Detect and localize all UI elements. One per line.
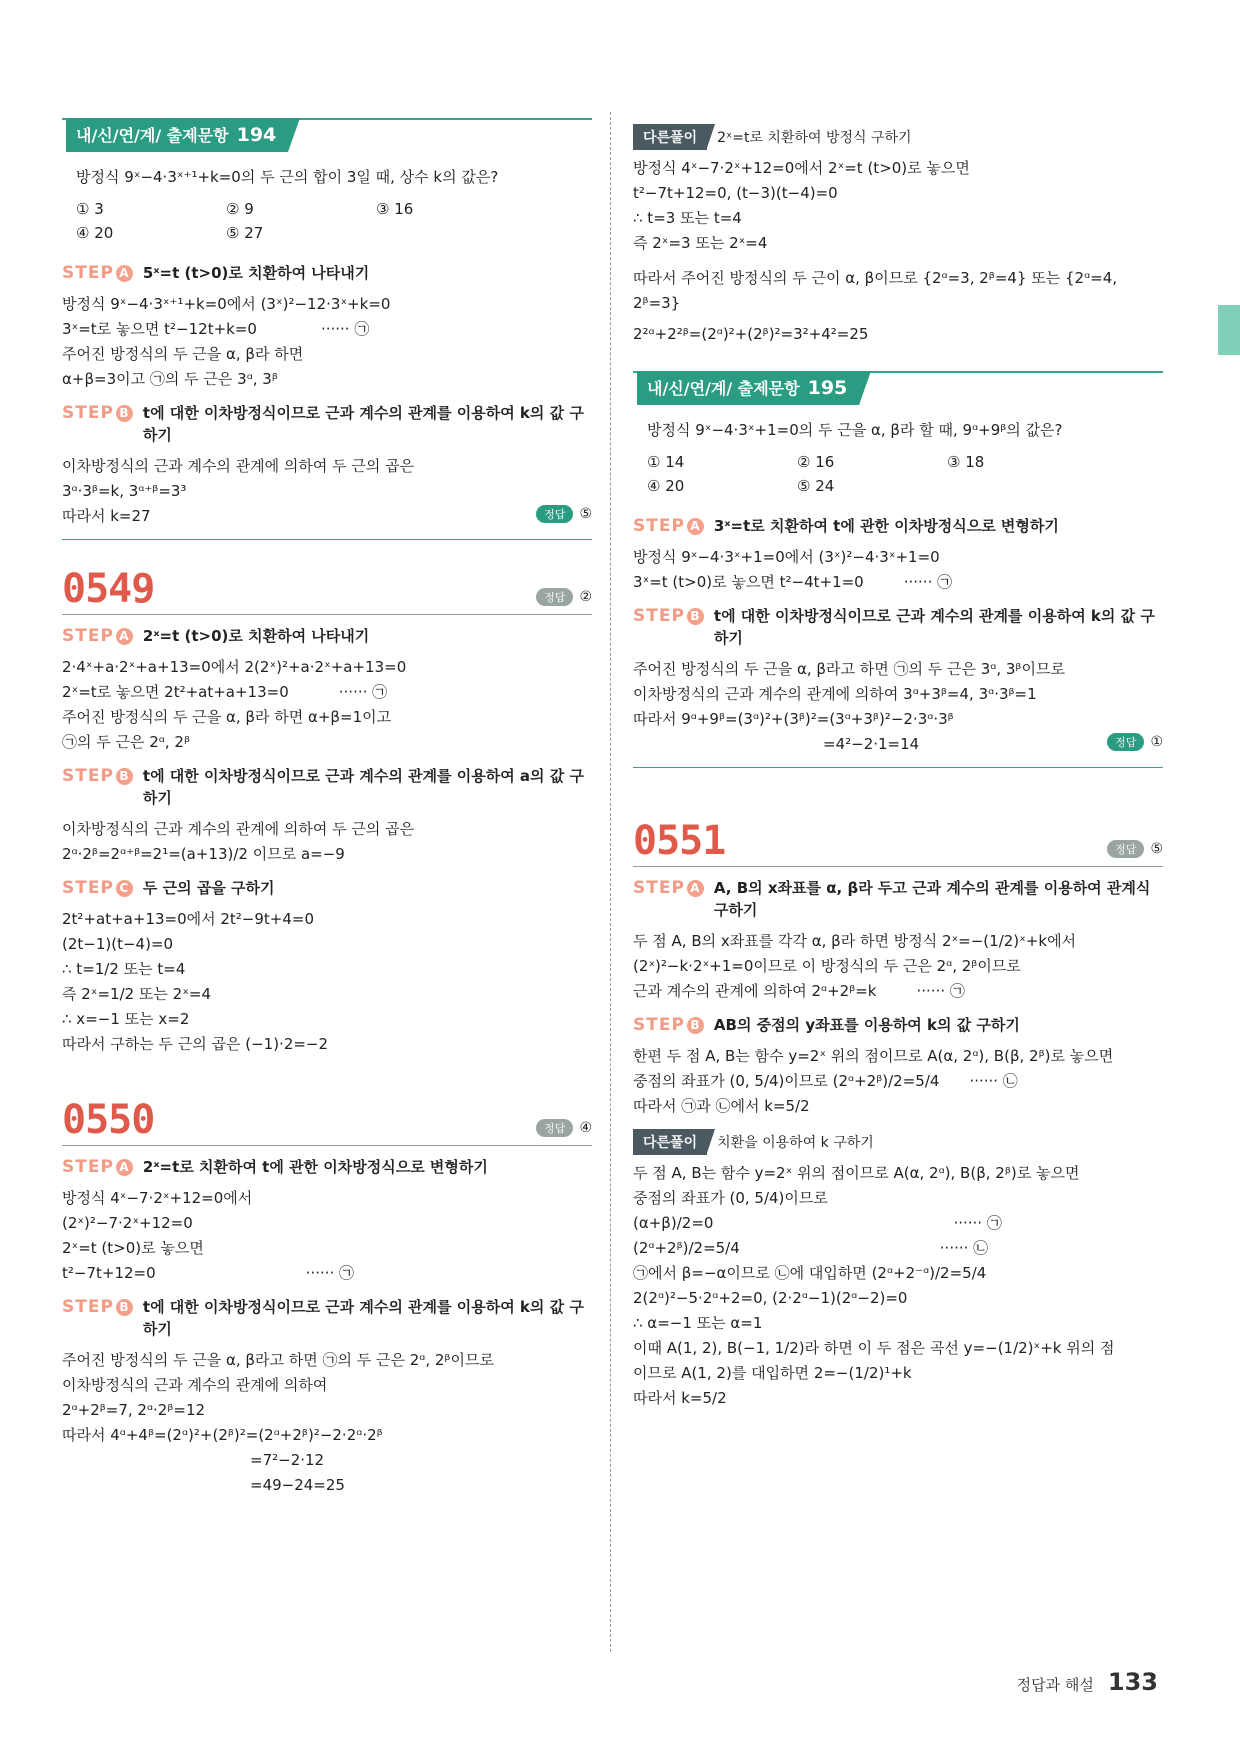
step-label: STEP A: [62, 262, 133, 284]
solution-line: 근과 계수의 관계에 의하여 2ᵅ+2ᵝ=k ······ ㉠: [633, 982, 965, 1000]
step-b: [62, 1296, 592, 1340]
solution-line: t²−7t+12=0 ······ ㉠: [62, 1264, 355, 1282]
column-divider: [610, 112, 611, 1652]
step-a: [633, 515, 1163, 537]
answer-badge: 정답: [1107, 733, 1144, 751]
solution-line: 이차방정식의 근과 계수의 관계에 의하여: [62, 1376, 328, 1394]
problem-194-choices: [76, 198, 592, 244]
choice: ③ 18: [947, 453, 985, 471]
step-title: 3ˣ=t로 치환하여 t에 관한 이차방정식으로 변형하기: [713, 517, 1059, 535]
step-a: [633, 877, 1163, 921]
solution-line: 따라서 구하는 두 근의 곱은 (−1)·2=−2: [62, 1035, 329, 1053]
problem-194-question: 방정식 9ˣ−4·3ˣ⁺¹+k=0의 두 근의 합이 3일 때, 상수 k의 값은?: [76, 168, 499, 186]
section-0550-header: [62, 1097, 592, 1146]
step-title: 2ˣ=t (t>0)로 치환하여 나타내기: [142, 627, 370, 645]
step-label: STEP B: [633, 1014, 704, 1036]
problem-194-header: [62, 118, 592, 156]
answer-value: ⑤: [1150, 841, 1163, 857]
page-number: 133: [1107, 1668, 1158, 1696]
step-title: 두 근의 곱을 구하기: [142, 879, 275, 897]
solution-line: 주어진 방정식의 두 근을 α, β라 하면 α+β=1이고: [62, 708, 392, 726]
answer-row: [536, 1119, 592, 1137]
equation-mark: ······ ㉡: [939, 1239, 989, 1257]
solution-line: 한편 두 점 A, B는 함수 y=2ˣ 위의 점이므로 A(α, 2ᵅ), B(β, 2ᵝ)로 놓으면: [633, 1047, 1114, 1065]
step-b: [633, 1014, 1163, 1036]
right-column: [633, 118, 1163, 1411]
solution-line: (2ˣ)²−7·2ˣ+12=0: [62, 1214, 193, 1232]
solution-line: 따라서 9ᵅ+9ᵝ=(3ᵅ)²+(3ᵝ)²=(3ᵅ+3ᵝ)²−2·3ᵅ·3ᵝ: [633, 710, 954, 728]
alt-solution-title: 2ˣ=t로 치환하여 방정식 구하기: [717, 130, 912, 146]
page-footer: [1017, 1668, 1158, 1696]
solution-line: 2ˣ=t로 놓으면 2t²+at+a+13=0 ······ ㉠: [62, 683, 388, 701]
step-label: STEP C: [62, 877, 133, 899]
step-label: STEP B: [633, 605, 704, 627]
solution-line: ∴ x=−1 또는 x=2: [62, 1010, 190, 1028]
step-label: STEP B: [62, 1296, 133, 1318]
separator: [633, 767, 1163, 768]
solution-line: 이차방정식의 근과 계수의 관계에 의하여 3ᵅ+3ᵝ=4, 3ᵅ·3ᵝ=1: [633, 685, 1037, 703]
answer-row: [536, 588, 592, 606]
solution-line: 방정식 4ˣ−7·2ˣ+12=0에서: [62, 1189, 253, 1207]
equation-mark: ······ ㉡: [969, 1072, 1018, 1090]
step-b: [62, 402, 592, 446]
alt-solution-title: 치환을 이용하여 k 구하기: [717, 1135, 874, 1151]
solution-line: 즉 2ˣ=1/2 또는 2ˣ=4: [62, 985, 211, 1003]
alt-solution-header: [633, 124, 1163, 150]
choice: ① 14: [647, 453, 685, 471]
section-number: 0551: [633, 818, 726, 864]
solution-line: 2ᵅ·2ᵝ=2ᵅ⁺ᵝ=2¹=(a+13)/2 이므로 a=−9: [62, 845, 345, 863]
choice: ⑤ 24: [797, 477, 835, 495]
solution-line: 두 점 A, B의 x좌표를 각각 α, β라 하면 방정식 2ˣ=−(1/2)ˣ+k에서: [633, 932, 1077, 950]
solution-line: 2(2ᵅ)²−5·2ᵅ+2=0, (2·2ᵅ−1)(2ᵅ−2)=0: [633, 1289, 908, 1307]
footer-label: 정답과 해설: [1016, 1676, 1094, 1694]
solution-line: 방정식 4ˣ−7·2ˣ+12=0에서 2ˣ=t (t>0)로 놓으면: [633, 159, 970, 177]
alt-solution-tag: 다른풀이: [633, 124, 707, 150]
solution-line: (2ᵅ+2ᵝ)/2=5/4 ······ ㉡: [633, 1239, 989, 1257]
step-b: [633, 605, 1163, 649]
solution-line: ∴ t=1/2 또는 t=4: [62, 960, 186, 978]
problem-number: 195: [807, 377, 848, 399]
equation-mark: ······ ㉠: [320, 320, 370, 338]
solution-line: 중점의 좌표가 (0, 5/4)이므로: [633, 1189, 828, 1207]
solution-line: 중점의 좌표가 (0, 5/4)이므로 (2ᵅ+2ᵝ)/2=5/4 ······ ㉡: [633, 1072, 1018, 1090]
step-label: STEP A: [633, 515, 704, 537]
section-number: 0549: [62, 566, 155, 612]
side-tab: [1218, 305, 1240, 355]
section-0551-header: [633, 818, 1163, 867]
step-a: [62, 262, 592, 284]
solution-line: 따라서 주어진 방정식의 두 근이 α, β이므로 {2ᵅ=3, 2ᵝ=4} 또는 {2ᵅ=4, 2ᵝ=3}: [633, 269, 1118, 312]
solution-line: 2ˣ=t (t>0)로 놓으면: [62, 1239, 204, 1257]
step-title: t에 대한 이차방정식이므로 근과 계수의 관계를 이용하여 k의 값 구하기: [142, 404, 584, 444]
solution-line: 방정식 9ˣ−4·3ˣ+1=0에서 (3ˣ)²−4·3ˣ+1=0: [633, 548, 940, 566]
step-title: 2ˣ=t로 치환하여 t에 관한 이차방정식으로 변형하기: [142, 1158, 488, 1176]
equation-mark: ······ ㉠: [903, 573, 953, 591]
solution-line: 3ˣ=t로 놓으면 t²−12t+k=0 ······ ㉠: [62, 320, 370, 338]
section-0549-header: [62, 566, 592, 615]
step-label: STEP A: [62, 1156, 133, 1178]
choice: ④ 20: [647, 477, 685, 495]
answer-value: ⑤: [579, 506, 592, 522]
solution-line: ㉠의 두 근은 2ᵅ, 2ᵝ: [62, 733, 190, 751]
answer-badge: 정답: [536, 505, 573, 523]
step-c: [62, 877, 592, 899]
solution-line: 2t²+at+a+13=0에서 2t²−9t+4=0: [62, 910, 315, 928]
step-title: 5ˣ=t (t>0)로 치환하여 나타내기: [142, 264, 370, 282]
step-label: STEP B: [62, 765, 133, 787]
answer-row: [1107, 840, 1163, 858]
solution-line: =49−24=25: [250, 1476, 345, 1494]
solution-line: 따라서 4ᵅ+4ᵝ=(2ᵅ)²+(2ᵝ)²=(2ᵅ+2ᵝ)²−2·2ᵅ·2ᵝ: [62, 1426, 383, 1444]
step-title: AB의 중점의 y좌표를 이용하여 k의 값 구하기: [713, 1016, 1020, 1034]
solution-line: 주어진 방정식의 두 근을 α, β라 하면: [62, 345, 304, 363]
step-a: [62, 1156, 592, 1178]
solution-line: 이므로 A(1, 2)를 대입하면 2=−(1/2)¹+k: [633, 1364, 912, 1382]
solution-line: 2²ᵅ+2²ᵝ=(2ᵅ)²+(2ᵝ)²=3²+4²=25: [633, 325, 869, 343]
step-a: [62, 625, 592, 647]
solution-line: 2·4ˣ+a·2ˣ+a+13=0에서 2(2ˣ)²+a·2ˣ+a+13=0: [62, 658, 407, 676]
alt-solution-tag: 다른풀이: [633, 1129, 707, 1155]
choice: ② 16: [797, 453, 835, 471]
step-title: t에 대한 이차방정식이므로 근과 계수의 관계를 이용하여 k의 값 구하기: [713, 607, 1155, 647]
equation-mark: ······ ㉠: [916, 982, 965, 1000]
solution-line: 두 점 A, B는 함수 y=2ˣ 위의 점이므로 A(α, 2ᵅ), B(β, 2ᵝ)로 놓으면: [633, 1164, 1080, 1182]
problem-number: 194: [236, 124, 277, 146]
solution-line: 따라서 k=5/2: [633, 1389, 727, 1407]
solution-line: ㉠에서 β=−α이므로 ㉡에 대입하면 (2ᵅ+2⁻ᵅ)/2=5/4: [633, 1264, 987, 1282]
solution-line: =7²−2·12: [250, 1451, 325, 1469]
answer-value: ①: [1150, 734, 1163, 750]
problem-tag: 내/신/연/계/ 출제문항 195: [637, 371, 859, 405]
choice: ① 3: [76, 200, 104, 218]
solution-line: 방정식 9ˣ−4·3ˣ⁺¹+k=0에서 (3ˣ)²−12·3ˣ+k=0: [62, 295, 391, 313]
problem-195-header: [633, 371, 1163, 409]
solution-line: 3ˣ=t (t>0)로 놓으면 t²−4t+1=0 ······ ㉠: [633, 573, 953, 591]
step-label: STEP B: [62, 402, 133, 424]
step-title: t에 대한 이차방정식이므로 근과 계수의 관계를 이용하여 k의 값 구하기: [142, 1298, 584, 1338]
equation-mark: ······ ㉠: [338, 683, 388, 701]
step-title: t에 대한 이차방정식이므로 근과 계수의 관계를 이용하여 a의 값 구하기: [142, 767, 584, 807]
solution-line: (2t−1)(t−4)=0: [62, 935, 174, 953]
answer-badge: 정답: [1107, 840, 1144, 858]
solution-line: ∴ t=3 또는 t=4: [633, 209, 742, 227]
choice: ③ 16: [376, 200, 414, 218]
solution-line: 이차방정식의 근과 계수의 관계에 의하여 두 근의 곱은: [62, 820, 415, 838]
solution-line: 2ᵅ+2ᵝ=7, 2ᵅ·2ᵝ=12: [62, 1401, 206, 1419]
answer-value: ④: [579, 1120, 592, 1136]
solution-line: 3ᵅ·3ᵝ=k, 3ᵅ⁺ᵝ=3³: [62, 482, 187, 500]
problem-tag: 내/신/연/계/ 출제문항 194: [66, 118, 288, 152]
solution-line: 주어진 방정식의 두 근을 α, β라고 하면 ㉠의 두 근은 3ᵅ, 3ᵝ이므로: [633, 660, 1065, 678]
solution-line: 주어진 방정식의 두 근을 α, β라고 하면 ㉠의 두 근은 2ᵅ, 2ᵝ이므로: [62, 1351, 494, 1369]
solution-line: 즉 2ˣ=3 또는 2ˣ=4: [633, 234, 768, 252]
choice: ⑤ 27: [226, 224, 264, 242]
choice: ④ 20: [76, 224, 114, 242]
solution-line: (2ˣ)²−k·2ˣ+1=0이므로 이 방정식의 두 근은 2ᵅ, 2ᵝ이므로: [633, 957, 1021, 975]
solution-line: 따라서 k=27: [62, 507, 151, 525]
solution-line: α+β=3이고 ㉠의 두 근은 3ᵅ, 3ᵝ: [62, 370, 278, 388]
solution-line: t²−7t+12=0, (t−3)(t−4)=0: [633, 184, 838, 202]
solution-line: 이때 A(1, 2), B(−1, 1/2)라 하면 이 두 점은 곡선 y=−(1/2)ˣ+k 위의 점: [633, 1339, 1115, 1357]
step-b: [62, 765, 592, 809]
problem-195-question: 방정식 9ˣ−4·3ˣ+1=0의 두 근을 α, β라 할 때, 9ᵅ+9ᵝ의 값은?: [647, 421, 1063, 439]
choice: ② 9: [226, 200, 254, 218]
solution-line: (α+β)/2=0 ······ ㉠: [633, 1214, 1002, 1232]
step-title: A, B의 x좌표를 α, β라 두고 근과 계수의 관계를 이용하여 관계식 구하기: [713, 879, 1151, 919]
answer-badge: 정답: [536, 588, 573, 606]
step-label: STEP A: [62, 625, 133, 647]
solution-line: =4²−2·1=14: [823, 735, 920, 753]
problem-195-choices: [647, 451, 1163, 497]
separator: [62, 539, 592, 540]
answer-value: ②: [579, 589, 592, 605]
equation-mark: ······ ㉠: [953, 1214, 1002, 1232]
solution-line: ∴ α=−1 또는 α=1: [633, 1314, 763, 1332]
alt-solution-header: [633, 1129, 1163, 1155]
step-label: STEP A: [633, 877, 704, 899]
solution-line: 이차방정식의 근과 계수의 관계에 의하여 두 근의 곱은: [62, 457, 415, 475]
section-number: 0550: [62, 1097, 155, 1143]
answer-badge: 정답: [536, 1119, 573, 1137]
equation-mark: ······ ㉠: [305, 1264, 355, 1282]
solution-line: 따라서 ㉠과 ㉡에서 k=5/2: [633, 1097, 810, 1115]
left-column: [62, 118, 592, 1498]
